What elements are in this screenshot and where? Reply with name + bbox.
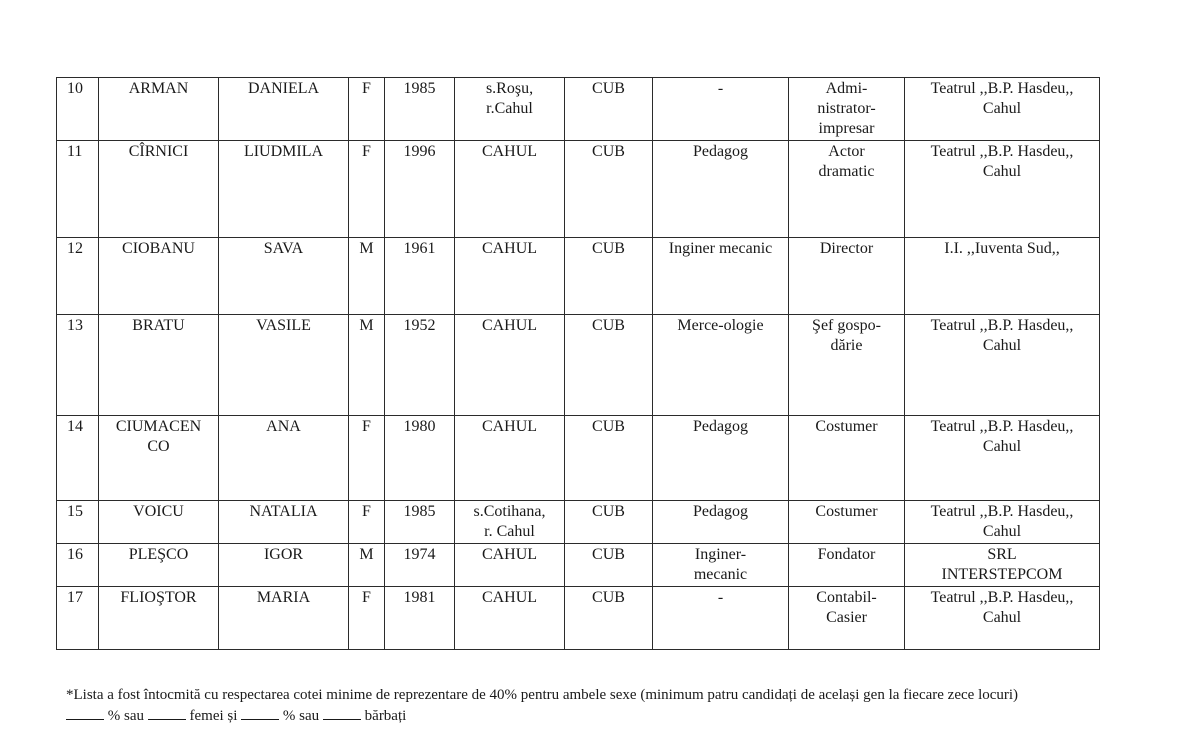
table-row	[57, 315, 1100, 416]
table-row	[57, 544, 1100, 587]
cell-nr: 12	[57, 238, 99, 315]
cell-domiciliu: CAHUL	[455, 544, 565, 587]
cell-sex: F	[349, 416, 385, 501]
cell-functia: Costumer	[789, 501, 905, 544]
cell-sex: M	[349, 238, 385, 315]
cell-loc-munca: SRL INTERSTEPCOM	[905, 544, 1100, 587]
cell-functia: Fondator	[789, 544, 905, 587]
cell-profesia: -	[653, 78, 789, 141]
footnote-line-1: *Lista a fost întocmită cu respectarea cotei minime de reprezentare de 40% pentru ambele sexe (minimum patru candidați de același gen la fiecare zece locuri)	[66, 687, 1019, 703]
cell-domiciliu: s.Cotihana, r. Cahul	[455, 501, 565, 544]
cell-profesia: Merce-ologie	[653, 315, 789, 416]
cell-nume: VOICU	[99, 501, 219, 544]
cell-loc-munca: Teatrul ,,B.P. Hasdeu,, Cahul	[905, 78, 1100, 141]
table-row	[57, 587, 1100, 650]
cell-domiciliu: CAHUL	[455, 587, 565, 650]
cell-prenume: SAVA	[219, 238, 349, 315]
cell-cetatenie: CUB	[565, 416, 653, 501]
cell-an: 1974	[385, 544, 455, 587]
cell-nr: 11	[57, 141, 99, 238]
cell-cetatenie: CUB	[565, 78, 653, 141]
cell-cetatenie: CUB	[565, 141, 653, 238]
cell-an: 1952	[385, 315, 455, 416]
cell-loc-munca: Teatrul ,,B.P. Hasdeu,, Cahul	[905, 141, 1100, 238]
table-row	[57, 416, 1100, 501]
cell-an: 1961	[385, 238, 455, 315]
cell-cetatenie: CUB	[565, 315, 653, 416]
cell-nr: 17	[57, 587, 99, 650]
cell-profesia: Pedagog	[653, 416, 789, 501]
cell-loc-munca: Teatrul ,,B.P. Hasdeu,, Cahul	[905, 315, 1100, 416]
cell-domiciliu: CAHUL	[455, 141, 565, 238]
percent-label-men: % sau	[282, 708, 320, 724]
table-row	[57, 78, 1100, 141]
cell-profesia: Pedagog	[653, 141, 789, 238]
cell-functia: Actor dramatic	[789, 141, 905, 238]
women-label: femei și	[189, 708, 238, 724]
cell-functia: Admi- nistrator- impresar	[789, 78, 905, 141]
cell-profesia: Inginer mecanic	[653, 238, 789, 315]
cell-functia: Contabil- Casier	[789, 587, 905, 650]
cell-cetatenie: CUB	[565, 544, 653, 587]
cell-an: 1981	[385, 587, 455, 650]
cell-prenume: DANIELA	[219, 78, 349, 141]
footnote-line-2	[66, 705, 1200, 726]
cell-profesia: Inginer- mecanic	[653, 544, 789, 587]
table-row	[57, 501, 1100, 544]
men-label: bărbați	[364, 708, 407, 724]
cell-sex: F	[349, 141, 385, 238]
cell-nume: PLEŞCO	[99, 544, 219, 587]
footnote	[66, 685, 1200, 726]
cell-sex: F	[349, 501, 385, 544]
cell-nume: FLIOŞTOR	[99, 587, 219, 650]
cell-prenume: MARIA	[219, 587, 349, 650]
cell-nume: ARMAN	[99, 78, 219, 141]
cell-loc-munca: Teatrul ,,B.P. Hasdeu,, Cahul	[905, 501, 1100, 544]
cell-prenume: VASILE	[219, 315, 349, 416]
cell-prenume: NATALIA	[219, 501, 349, 544]
cell-prenume: LIUDMILA	[219, 141, 349, 238]
cell-cetatenie: CUB	[565, 587, 653, 650]
table-row	[57, 141, 1100, 238]
cell-domiciliu: CAHUL	[455, 315, 565, 416]
candidates-table	[56, 77, 1100, 650]
cell-loc-munca: Teatrul ,,B.P. Hasdeu,, Cahul	[905, 416, 1100, 501]
cell-nr: 15	[57, 501, 99, 544]
cell-sex: M	[349, 544, 385, 587]
cell-nr: 13	[57, 315, 99, 416]
cell-nr: 10	[57, 78, 99, 141]
cell-domiciliu: CAHUL	[455, 238, 565, 315]
blank-count-women	[148, 705, 186, 720]
cell-nume: CÎRNICI	[99, 141, 219, 238]
cell-cetatenie: CUB	[565, 501, 653, 544]
cell-an: 1985	[385, 78, 455, 141]
cell-domiciliu: s.Roşu, r.Cahul	[455, 78, 565, 141]
cell-nume: BRATU	[99, 315, 219, 416]
cell-an: 1980	[385, 416, 455, 501]
percent-label-women: % sau	[107, 708, 144, 724]
cell-functia: Director	[789, 238, 905, 315]
cell-profesia: Pedagog	[653, 501, 789, 544]
table-body	[57, 78, 1100, 650]
table-row	[57, 238, 1100, 315]
cell-functia: Şef gospo- dărie	[789, 315, 905, 416]
cell-nume: CIUMACEN CO	[99, 416, 219, 501]
cell-prenume: ANA	[219, 416, 349, 501]
cell-an: 1996	[385, 141, 455, 238]
cell-nr: 14	[57, 416, 99, 501]
cell-profesia: -	[653, 587, 789, 650]
cell-nume: CIOBANU	[99, 238, 219, 315]
cell-sex: F	[349, 78, 385, 141]
cell-loc-munca: I.I. ,,Iuventa Sud,,	[905, 238, 1100, 315]
blank-percent-women	[66, 705, 104, 720]
cell-sex: M	[349, 315, 385, 416]
cell-loc-munca: Teatrul ,,B.P. Hasdeu,, Cahul	[905, 587, 1100, 650]
cell-sex: F	[349, 587, 385, 650]
blank-percent-men	[241, 705, 279, 720]
cell-functia: Costumer	[789, 416, 905, 501]
cell-prenume: IGOR	[219, 544, 349, 587]
cell-domiciliu: CAHUL	[455, 416, 565, 501]
cell-cetatenie: CUB	[565, 238, 653, 315]
cell-nr: 16	[57, 544, 99, 587]
cell-an: 1985	[385, 501, 455, 544]
blank-count-men	[323, 705, 361, 720]
